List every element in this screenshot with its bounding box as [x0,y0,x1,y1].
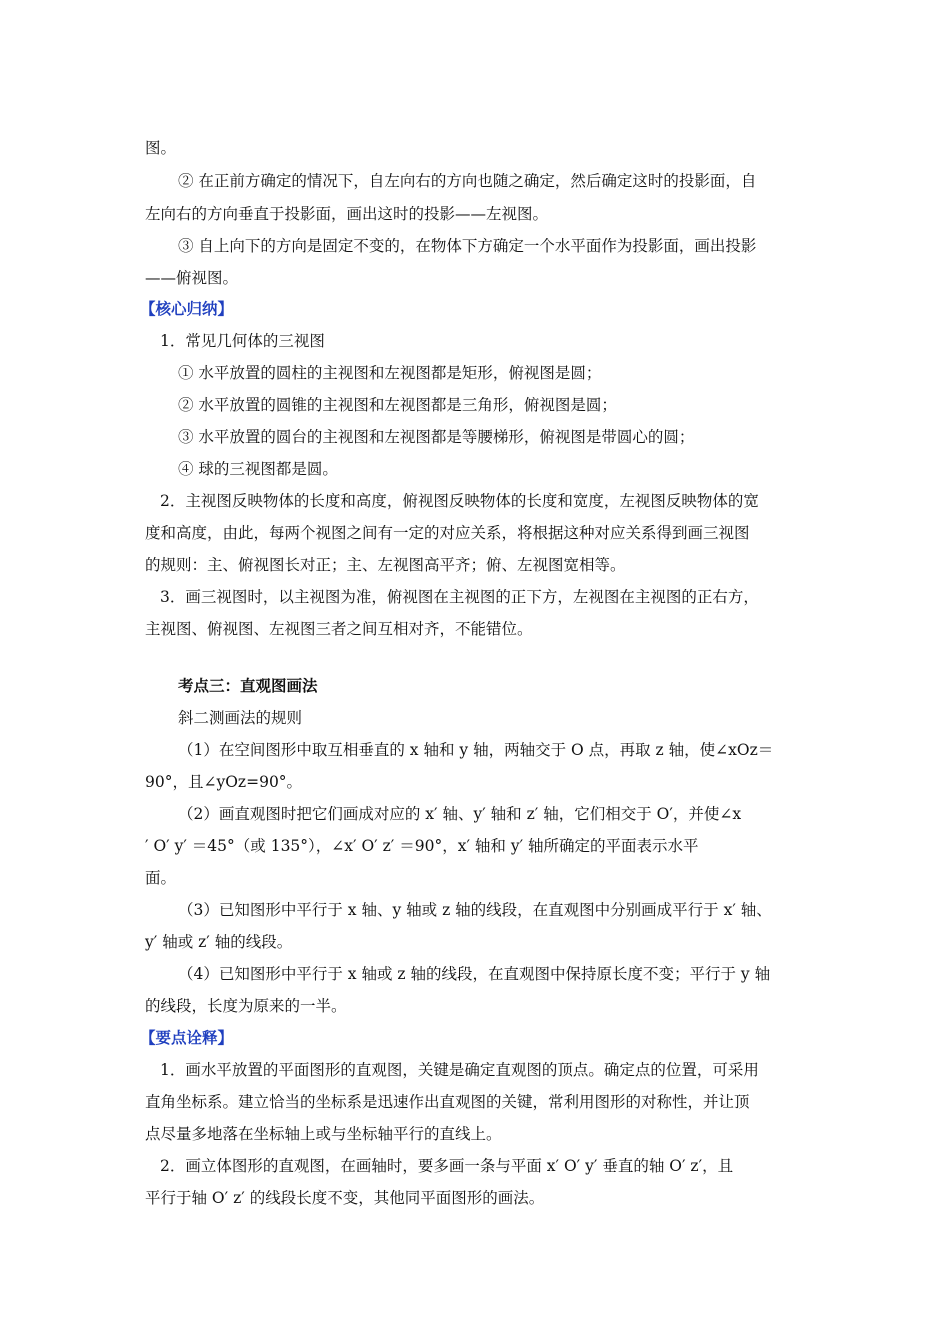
list-item: ③ 水平放置的圆台的主视图和左视图都是等腰梯形，俯视图是带圆心的圆； [178,428,695,446]
paragraph-line: 度和高度，由此，每两个视图之间有一定的对应关系，将根据这种对应关系得到画三视图 [145,524,750,542]
rule-item: （3）已知图形中平行于 x 轴、y 轴或 z 轴的线段，在直观图中分别画成平行于 x′ 轴、 [178,901,772,919]
list-item: ④ 球的三视图都是圆。 [178,460,338,478]
paragraph-line: 的线段，长度为原来的一半。 [145,997,347,1015]
list-item: 2．画立体图形的直观图，在画轴时，要多画一条与平面 x′ O′ y′ 垂直的轴 O′ z′，且 [160,1157,734,1175]
paragraph-line: 主视图、俯视图、左视图三者之间互相对齐，不能错位。 [145,620,533,638]
rule-item: （4）已知图形中平行于 x 轴或 z 轴的线段，在直观图中保持原长度不变；平行于 y 轴 [178,965,771,983]
paragraph-line: 的规则：主、俯视图长对正；主、左视图高平齐；俯、左视图宽相等。 [145,556,626,574]
paragraph-line: 点尽量多地落在坐标轴上或与坐标轴平行的直线上。 [145,1125,502,1143]
paragraph-line: y′ 轴或 z′ 轴的线段。 [145,933,293,951]
section-heading-key-points: 【要点诠释】 [140,1028,234,1047]
paragraph-line: 图。 [145,139,177,157]
rule-item: （2）画直观图时把它们画成对应的 x′ 轴、y′ 轴和 z′ 轴，它们相交于 O′，并使∠x [178,805,742,823]
paragraph-line: 左向右的方向垂直于投影面，画出这时的投影——左视图。 [145,205,549,223]
list-item: 1．画水平放置的平面图形的直观图，关键是确定直观图的顶点。确定点的位置，可采用 [160,1061,759,1079]
list-item: 3．画三视图时，以主视图为准，俯视图在主视图的正下方，左视图在主视图的正右方， [160,588,759,606]
list-item: 2．主视图反映物体的长度和高度，俯视图反映物体的长度和宽度，左视图反映物体的宽 [160,492,759,510]
paragraph-line: 90°，且∠yOz=90°。 [145,773,303,791]
list-item: 1．常见几何体的三视图 [160,332,325,350]
paragraph-line: ② 在正前方确定的情况下，自左向右的方向也随之确定，然后确定这时的投影面，自 [178,172,757,190]
paragraph-line: ′ O′ y′ ＝45°（或 135°），∠x′ O′ z′ ＝90°，x′ 轴和 y′ 轴所确定的平面表示水平 [145,837,699,855]
paragraph-line: 面。 [145,869,177,887]
section-heading-core-summary: 【核心归纳】 [140,299,234,318]
paragraph-line: 斜二测画法的规则 [178,709,303,727]
paragraph-line: 平行于轴 O′ z′ 的线段长度不变，其他同平面图形的画法。 [145,1189,545,1207]
list-item: ① 水平放置的圆柱的主视图和左视图都是矩形，俯视图是圆； [178,364,602,382]
rule-item: （1）在空间图形中取互相垂直的 x 轴和 y 轴，两轴交于 O 点，再取 z 轴，使∠xOz＝ [178,741,774,759]
paragraph-line: ③ 自上向下的方向是固定不变的，在物体下方确定一个水平面作为投影面，画出投影 [178,237,757,255]
list-item: ② 水平放置的圆锥的主视图和左视图都是三角形，俯视图是圆； [178,396,617,414]
paragraph-line: ——俯视图。 [145,269,239,287]
topic-title: 考点三：直观图画法 [178,676,318,695]
paragraph-line: 直角坐标系。建立恰当的坐标系是迅速作出直观图的关键，常利用图形的对称性，并让顶 [145,1093,750,1111]
